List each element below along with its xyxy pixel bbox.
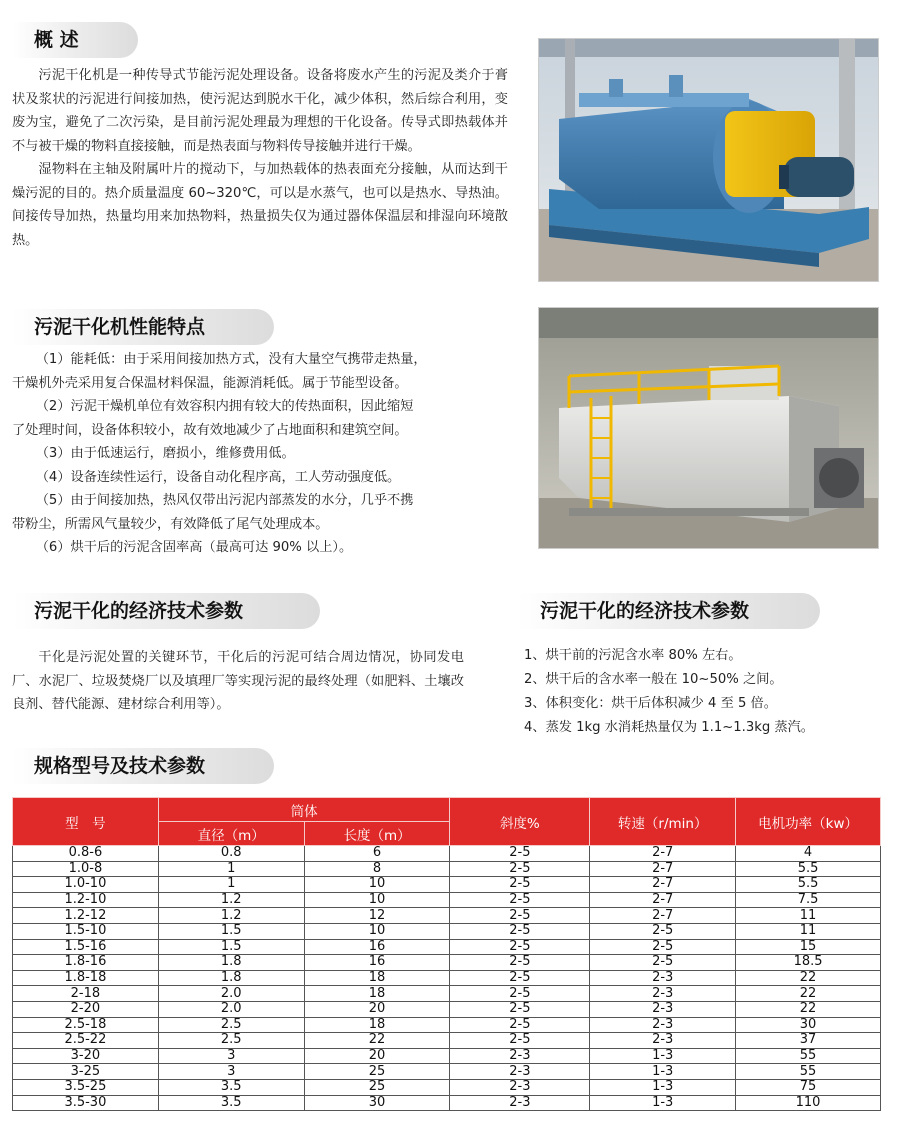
cell-power: 75 bbox=[736, 1079, 881, 1095]
feature-item-6: （6）烘干后的污泥含固率高（最高可达 90% 以上）。 bbox=[35, 540, 353, 555]
cell-length: 18 bbox=[304, 986, 450, 1002]
cell-power: 18.5 bbox=[736, 955, 881, 971]
cell-slope: 2-5 bbox=[450, 892, 590, 908]
cell-model: 3.5-25 bbox=[13, 1079, 159, 1095]
cell-length: 10 bbox=[304, 923, 450, 939]
cell-model: 1.0-8 bbox=[13, 861, 159, 877]
header-length: 长度（m） bbox=[304, 822, 450, 846]
feature-item-1-cont: 干燥机外壳采用复合保温材料保温，能源消耗低。属于节能型设备。 bbox=[12, 375, 408, 391]
blue-sludge-dryer-photo bbox=[538, 38, 879, 282]
table-row bbox=[13, 955, 881, 971]
spec-table-body bbox=[13, 846, 881, 1111]
table-row bbox=[13, 1095, 881, 1111]
cell-length: 16 bbox=[304, 955, 450, 971]
cell-model: 3-20 bbox=[13, 1048, 159, 1064]
cell-diameter: 2.5 bbox=[158, 1033, 304, 1049]
cell-length: 20 bbox=[304, 1048, 450, 1064]
economic-left-text: 干化是污泥处置的关键环节，干化后的污泥可结合周边情况，协同发电厂、水泥厂、垃圾焚烧厂以及填理厂等实现污泥的最终处理（如肥料、土壤改良剂、替代能源、建材综合利用等）。 bbox=[12, 650, 464, 712]
cell-slope: 2-5 bbox=[450, 939, 590, 955]
spec-heading bbox=[12, 748, 274, 784]
cell-model: 1.5-16 bbox=[13, 939, 159, 955]
cell-power: 11 bbox=[736, 923, 881, 939]
cell-speed: 2-7 bbox=[590, 861, 736, 877]
table-row bbox=[13, 939, 881, 955]
cell-speed: 2-7 bbox=[590, 877, 736, 893]
table-row bbox=[13, 970, 881, 986]
feature-item-1: （1）能耗低：由于采用间接加热方式，没有大量空气携带走热量， bbox=[35, 352, 427, 367]
table-row bbox=[13, 1048, 881, 1064]
cell-power: 5.5 bbox=[736, 861, 881, 877]
cell-speed: 1-3 bbox=[590, 1079, 736, 1095]
table-row bbox=[13, 1064, 881, 1080]
cell-diameter: 3.5 bbox=[158, 1095, 304, 1111]
cell-length: 22 bbox=[304, 1033, 450, 1049]
table-row bbox=[13, 861, 881, 877]
cell-diameter: 2.0 bbox=[158, 1001, 304, 1017]
cell-speed: 2-7 bbox=[590, 908, 736, 924]
cell-slope: 2-3 bbox=[450, 1064, 590, 1080]
cell-slope: 2-3 bbox=[450, 1095, 590, 1111]
cell-power: 22 bbox=[736, 970, 881, 986]
cell-length: 20 bbox=[304, 1001, 450, 1017]
cell-length: 16 bbox=[304, 939, 450, 955]
cell-slope: 2-5 bbox=[450, 1001, 590, 1017]
cell-speed: 2-3 bbox=[590, 986, 736, 1002]
economic-right-list bbox=[524, 644, 884, 740]
feature-item-2-cont: 了处理时间，设备体积较小，故有效地减少了占地面积和建筑空间。 bbox=[12, 422, 408, 438]
features-title: 污泥干化机性能特点 bbox=[34, 316, 206, 338]
cell-power: 55 bbox=[736, 1064, 881, 1080]
cell-power: 37 bbox=[736, 1033, 881, 1049]
cell-model: 2.5-18 bbox=[13, 1017, 159, 1033]
cell-power: 22 bbox=[736, 986, 881, 1002]
cell-diameter: 3 bbox=[158, 1048, 304, 1064]
feature-item-5-cont: 带粉尘，所需风气量较少，有效降低了尾气处理成本。 bbox=[12, 516, 329, 532]
cell-slope: 2-5 bbox=[450, 846, 590, 862]
cell-model: 1.0-10 bbox=[13, 877, 159, 893]
table-row bbox=[13, 1017, 881, 1033]
overview-paragraph-1: 污泥干化机是一种传导式节能污泥处理设备。设备将废水产生的污泥及类介于膏状及浆状的污泥进行间接加热，使污泥达到脱水干化，减少体积，然后综合利用，变废为宝，避免了二次污染，是目前污泥处理最为理想的干化设备。传导式即热载体并不与被干燥的物料直接接触，而是热表面与物料传导接触并进行干燥。 bbox=[12, 68, 508, 154]
cell-slope: 2-5 bbox=[450, 970, 590, 986]
grey-sludge-dryer-photo bbox=[538, 307, 879, 549]
cell-power: 11 bbox=[736, 908, 881, 924]
cell-diameter: 1.2 bbox=[158, 908, 304, 924]
cell-slope: 2-5 bbox=[450, 923, 590, 939]
header-diameter: 直径（m） bbox=[158, 822, 304, 846]
spec-table bbox=[12, 797, 881, 1111]
feature-item-5: （5）由于间接加热，热风仅带出污泥内部蒸发的水分，几乎不携 bbox=[35, 493, 414, 508]
cell-diameter: 2.5 bbox=[158, 1017, 304, 1033]
economic-param-1: 1、烘干前的污泥含水率 80% 左右。 bbox=[524, 648, 742, 663]
feature-item-4: （4）设备连续性运行，设备自动化程序高，工人劳动强度低。 bbox=[35, 469, 401, 485]
overview-paragraph-2: 湿物料在主轴及附属叶片的搅动下，与加热载体的热表面充分接触，从而达到干燥污泥的目的。热介质量温度 60~320℃，可以是水蒸气，也可以是热水、导热油。间接传导加热，热量均用来加热物料，热量损失仅为通过器体保温层和排湿向环境散热。 bbox=[12, 162, 508, 248]
cell-diameter: 1.5 bbox=[158, 923, 304, 939]
spec-title: 规格型号及技术参数 bbox=[34, 755, 206, 777]
cell-length: 30 bbox=[304, 1095, 450, 1111]
cell-diameter: 1.2 bbox=[158, 892, 304, 908]
cell-power: 15 bbox=[736, 939, 881, 955]
table-row bbox=[13, 1079, 881, 1095]
cell-diameter: 1.8 bbox=[158, 970, 304, 986]
table-row bbox=[13, 923, 881, 939]
cell-length: 25 bbox=[304, 1064, 450, 1080]
features-heading bbox=[12, 309, 274, 345]
overview-heading bbox=[12, 22, 138, 58]
cell-speed: 2-5 bbox=[590, 939, 736, 955]
cell-slope: 2-5 bbox=[450, 908, 590, 924]
cell-length: 6 bbox=[304, 846, 450, 862]
table-row bbox=[13, 877, 881, 893]
header-speed: 转速（r/min） bbox=[590, 798, 736, 846]
header-model: 型 号 bbox=[13, 798, 159, 846]
feature-item-2: （2）污泥干燥机单位有效容积内拥有较大的传热面积，因此缩短 bbox=[35, 399, 414, 414]
cell-speed: 2-3 bbox=[590, 1017, 736, 1033]
cell-slope: 2-5 bbox=[450, 1017, 590, 1033]
cell-length: 25 bbox=[304, 1079, 450, 1095]
cell-power: 5.5 bbox=[736, 877, 881, 893]
table-row bbox=[13, 892, 881, 908]
cell-model: 1.5-10 bbox=[13, 923, 159, 939]
cell-model: 0.8-6 bbox=[13, 846, 159, 862]
cell-length: 18 bbox=[304, 1017, 450, 1033]
cell-diameter: 1 bbox=[158, 861, 304, 877]
economic-right-heading bbox=[518, 593, 820, 629]
cell-model: 2-18 bbox=[13, 986, 159, 1002]
cell-slope: 2-5 bbox=[450, 986, 590, 1002]
cell-diameter: 3.5 bbox=[158, 1079, 304, 1095]
cell-model: 1.2-12 bbox=[13, 908, 159, 924]
cell-length: 8 bbox=[304, 861, 450, 877]
grey-dryer-illustration bbox=[539, 308, 878, 548]
table-row bbox=[13, 986, 881, 1002]
cell-length: 12 bbox=[304, 908, 450, 924]
cell-slope: 2-5 bbox=[450, 877, 590, 893]
cell-power: 110 bbox=[736, 1095, 881, 1111]
economic-left-text-block bbox=[12, 646, 464, 717]
cell-slope: 2-5 bbox=[450, 955, 590, 971]
cell-power: 7.5 bbox=[736, 892, 881, 908]
cell-speed: 2-3 bbox=[590, 1001, 736, 1017]
economic-param-3: 3、体积变化：烘干后体积减少 4 至 5 倍。 bbox=[524, 696, 777, 711]
table-row bbox=[13, 1001, 881, 1017]
cell-slope: 2-5 bbox=[450, 861, 590, 877]
cell-speed: 2-7 bbox=[590, 846, 736, 862]
cell-model: 1.8-18 bbox=[13, 970, 159, 986]
cell-power: 30 bbox=[736, 1017, 881, 1033]
economic-param-4: 4、蒸发 1kg 水消耗热量仅为 1.1~1.3kg 蒸汽。 bbox=[524, 720, 814, 735]
cell-power: 22 bbox=[736, 1001, 881, 1017]
table-row bbox=[13, 908, 881, 924]
header-cylinder: 筒体 bbox=[158, 798, 450, 822]
cell-diameter: 2.0 bbox=[158, 986, 304, 1002]
cell-speed: 2-5 bbox=[590, 923, 736, 939]
cell-power: 4 bbox=[736, 846, 881, 862]
cell-speed: 2-3 bbox=[590, 1033, 736, 1049]
cell-power: 55 bbox=[736, 1048, 881, 1064]
cell-diameter: 1.8 bbox=[158, 955, 304, 971]
table-row bbox=[13, 1033, 881, 1049]
economic-param-2: 2、烘干后的含水率一般在 10~50% 之间。 bbox=[524, 672, 783, 687]
cell-length: 10 bbox=[304, 892, 450, 908]
cell-model: 3-25 bbox=[13, 1064, 159, 1080]
cell-slope: 2-3 bbox=[450, 1079, 590, 1095]
cell-speed: 1-3 bbox=[590, 1095, 736, 1111]
cell-length: 10 bbox=[304, 877, 450, 893]
overview-title: 概 述 bbox=[34, 29, 79, 51]
table-row bbox=[13, 846, 881, 862]
cell-speed: 1-3 bbox=[590, 1048, 736, 1064]
economic-left-title: 污泥干化的经济技术参数 bbox=[34, 600, 244, 622]
cell-diameter: 1 bbox=[158, 877, 304, 893]
cell-speed: 2-7 bbox=[590, 892, 736, 908]
overview-text bbox=[12, 64, 508, 252]
cell-model: 2.5-22 bbox=[13, 1033, 159, 1049]
cell-slope: 2-3 bbox=[450, 1048, 590, 1064]
header-slope: 斜度% bbox=[450, 798, 590, 846]
cell-model: 2-20 bbox=[13, 1001, 159, 1017]
cell-length: 18 bbox=[304, 970, 450, 986]
economic-right-title: 污泥干化的经济技术参数 bbox=[540, 600, 750, 622]
cell-speed: 2-5 bbox=[590, 955, 736, 971]
cell-diameter: 0.8 bbox=[158, 846, 304, 862]
cell-speed: 2-3 bbox=[590, 970, 736, 986]
feature-item-3: （3）由于低速运行，磨损小，维修费用低。 bbox=[35, 446, 295, 461]
blue-dryer-illustration bbox=[539, 39, 878, 281]
economic-left-heading bbox=[12, 593, 320, 629]
header-power: 电机功率（kw） bbox=[736, 798, 881, 846]
cell-diameter: 3 bbox=[158, 1064, 304, 1080]
cell-speed: 1-3 bbox=[590, 1064, 736, 1080]
features-list bbox=[12, 348, 512, 560]
cell-model: 3.5-30 bbox=[13, 1095, 159, 1111]
cell-model: 1.2-10 bbox=[13, 892, 159, 908]
cell-model: 1.8-16 bbox=[13, 955, 159, 971]
cell-diameter: 1.5 bbox=[158, 939, 304, 955]
cell-slope: 2-5 bbox=[450, 1033, 590, 1049]
